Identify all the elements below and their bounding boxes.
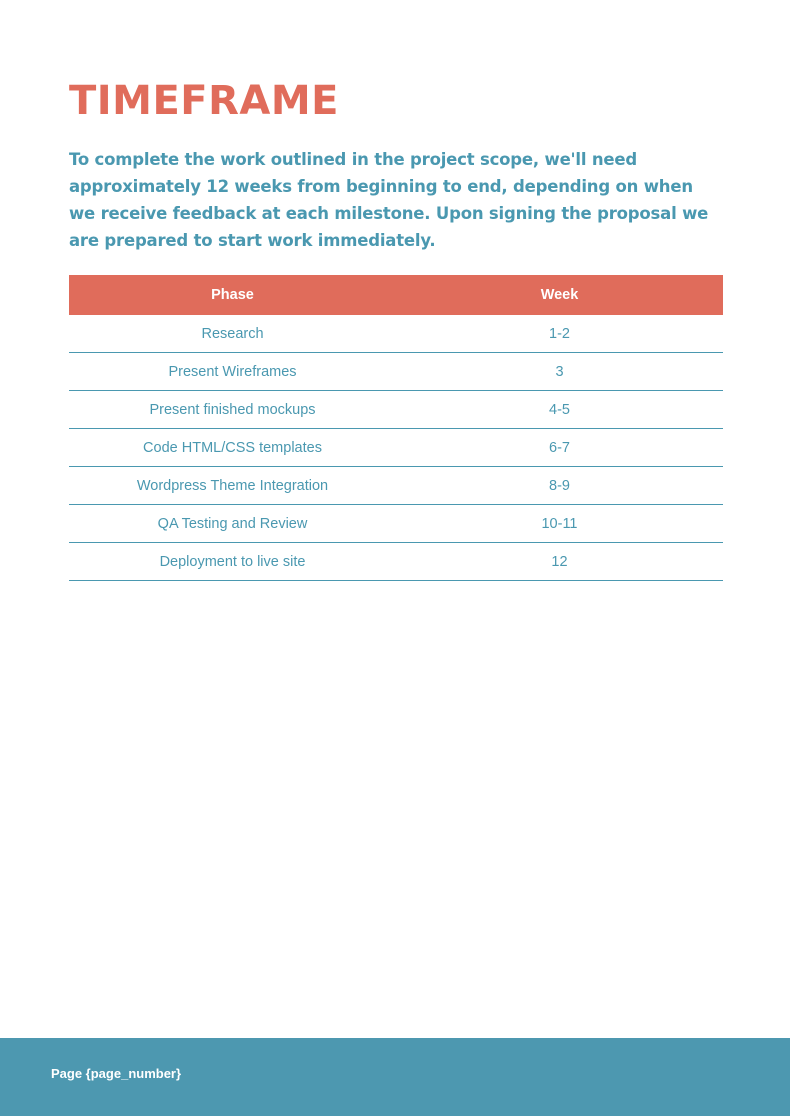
phase-cell: Deployment to live site [69,543,396,581]
table-row [69,543,723,581]
table-row [69,505,723,543]
table-header-row [69,275,723,315]
week-cell: 12 [396,543,723,581]
week-cell: 4-5 [396,391,723,429]
phase-cell: Present Wireframes [69,353,396,391]
page-number-label: Page {page_number} [51,1066,182,1081]
phase-cell: Code HTML/CSS templates [69,429,396,467]
week-cell: 6-7 [396,429,723,467]
week-cell: 1-2 [396,315,723,353]
phase-cell: Research [69,315,396,353]
table-row [69,467,723,505]
timeframe-table [69,275,723,581]
week-cell: 3 [396,353,723,391]
week-cell: 8-9 [396,467,723,505]
week-cell: 10-11 [396,505,723,543]
page-title: TIMEFRAME [69,78,340,124]
phase-cell: Wordpress Theme Integration [69,467,396,505]
table-row [69,315,723,353]
table-row [69,429,723,467]
phase-cell: Present finished mockups [69,391,396,429]
phase-cell: QA Testing and Review [69,505,396,543]
page-footer [0,1038,790,1116]
column-header-phase: Phase [69,275,396,315]
column-header-week: Week [396,275,723,315]
table-row [69,391,723,429]
table-row [69,353,723,391]
intro-paragraph: To complete the work outlined in the project scope, we'll need approximately 12 weeks from beginning to end, depending on when we receive feedback at each milestone. Upon signing the proposal we are prepared to start work immediately. [69,150,709,250]
